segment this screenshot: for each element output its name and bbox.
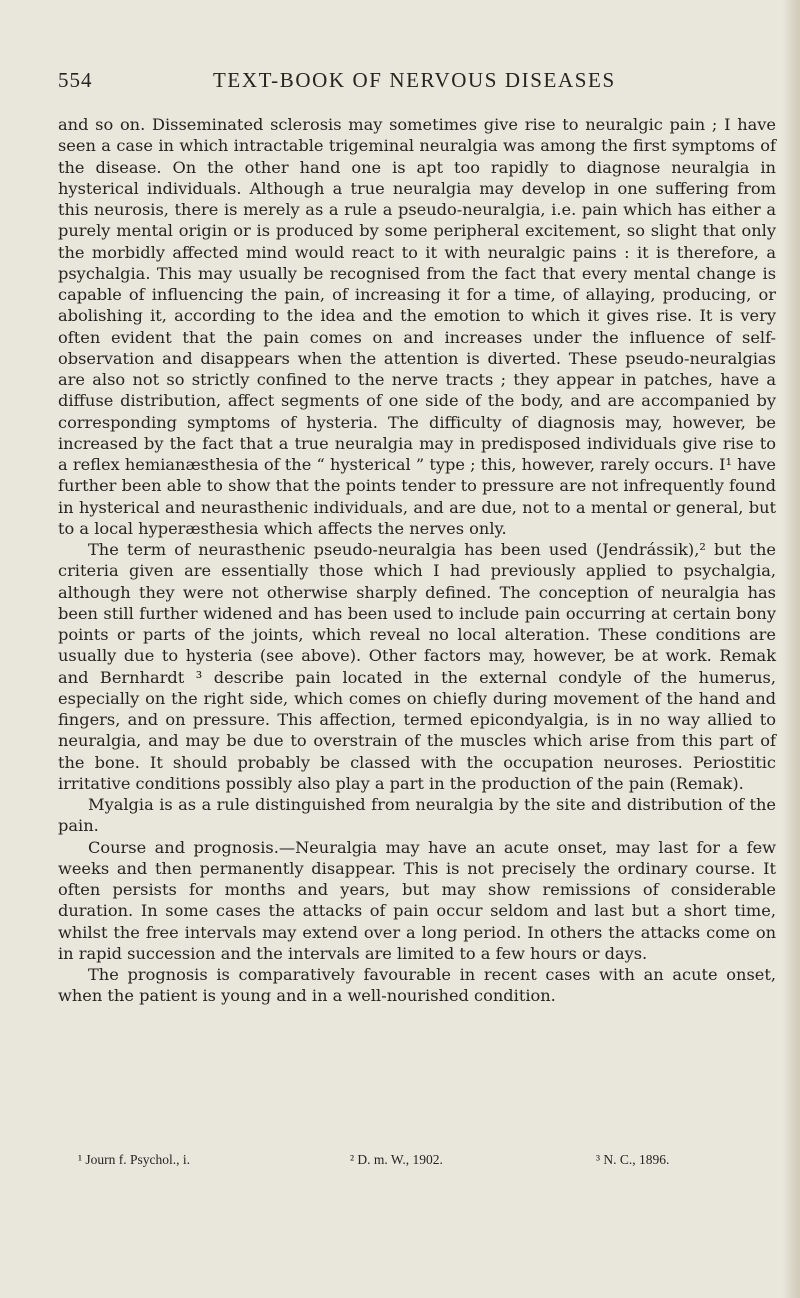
footnote: ³ N. C., 1896.: [596, 1152, 670, 1167]
paragraph: The prognosis is comparatively favourable in recent cases with an acute onset, when the patient is young and in a well-nourished condition.: [58, 965, 776, 1006]
footnote: ¹ Journ f. Psychol., i.: [78, 1152, 191, 1167]
paragraph: Course and prognosis.—Neuralgia may have an acute onset, may last for a few weeks and then permanently disappear. This is not precisely the ordinary course. It often persists for months and years, but may show remissions of considerable duration. In some cases the attacks of pain occur seldom and last but a short time, whilst the free intervals may extend over a long period. In others the attacks come on in rapid succession and the intervals are limited to a few hours or days.: [58, 837, 776, 963]
footnotes: [58, 1152, 776, 1172]
page-header: [58, 68, 758, 98]
page-edge-shadow: [782, 0, 800, 1298]
running-title: TEXT-BOOK OF NERVOUS DISEASES: [213, 68, 616, 92]
body-text: [58, 114, 776, 1007]
page-number: 554: [58, 68, 93, 92]
paragraph: and so on. Disseminated sclerosis may sometimes give rise to neuralgic pain ; I have seen a case in which intractable trigeminal neuralgia was among the first symptoms of the disease. On the other hand one is apt too rapidly to diagnose neuralgia in hysterical individuals. Although a true neuralgia may develop in one suffering from this neurosis, there is merely as a rule a pseudo-neuralgia, i.e. pain which has either a purely mental origin or is produced by some peripheral excitement, so slight that only the morbidly affected mind would react to it with neuralgic pains : it is therefore, a psychalgia. This may usually be recognised from the fact that every mental change is capable of influencing the pain, of increasing it for a time, of allaying, producing, or abolishing it, according to the idea and the emotion to which it gives rise. It is very often evident that the pain comes on and increases under the influence of self-observation and disappears when the attention is diverted. These pseudo-neuralgias are also not so strictly confined to the nerve tracts ; they appear in patches, have a diffuse distribution, affect segments of one side of the body, and are accompanied by corresponding symptoms of hysteria. The difficulty of diagnosis may, however, be increased by the fact that a true neuralgia may in predisposed individuals give rise to a reflex hemianæsthesia of the “ hysterical ” type ; this, however, rarely occurs. I¹ have further been able to show that the points tender to pressure are not infrequently found in hysterical and neurasthenic individuals, and are due, not to a mental or general, but to a local hyperæsthesia which affects the nerves only.: [58, 115, 776, 538]
footnote: ² D. m. W., 1902.: [350, 1152, 443, 1167]
paragraph: The term of neurasthenic pseudo-neuralgia has been used (Jendrássik),² but the criteria given are essentially those which I had previously applied to psychalgia, although they were not otherwise sharply defined. The conception of neuralgia has been still further widened and has been used to include pain occurring at certain bony points or parts of the joints, which reveal no local alteration. These conditions are usually due to hysteria (see above). Other factors may, however, be at work. Remak and Bernhardt ³ describe pain located in the external condyle of the humerus, especially on the right side, which comes on chiefly during movement of the hand and fingers, and on pressure. This affection, termed epicondyalgia, is in no way allied to neuralgia, and may be due to overstrain of the muscles which arise from this part of the bone. It should probably be classed with the occupation neuroses. Periostitic irritative conditions possibly also play a part in the production of the pain (Remak).: [58, 540, 776, 793]
paragraph: Myalgia is as a rule distinguished from neuralgia by the site and distribution of the pain.: [58, 795, 776, 836]
